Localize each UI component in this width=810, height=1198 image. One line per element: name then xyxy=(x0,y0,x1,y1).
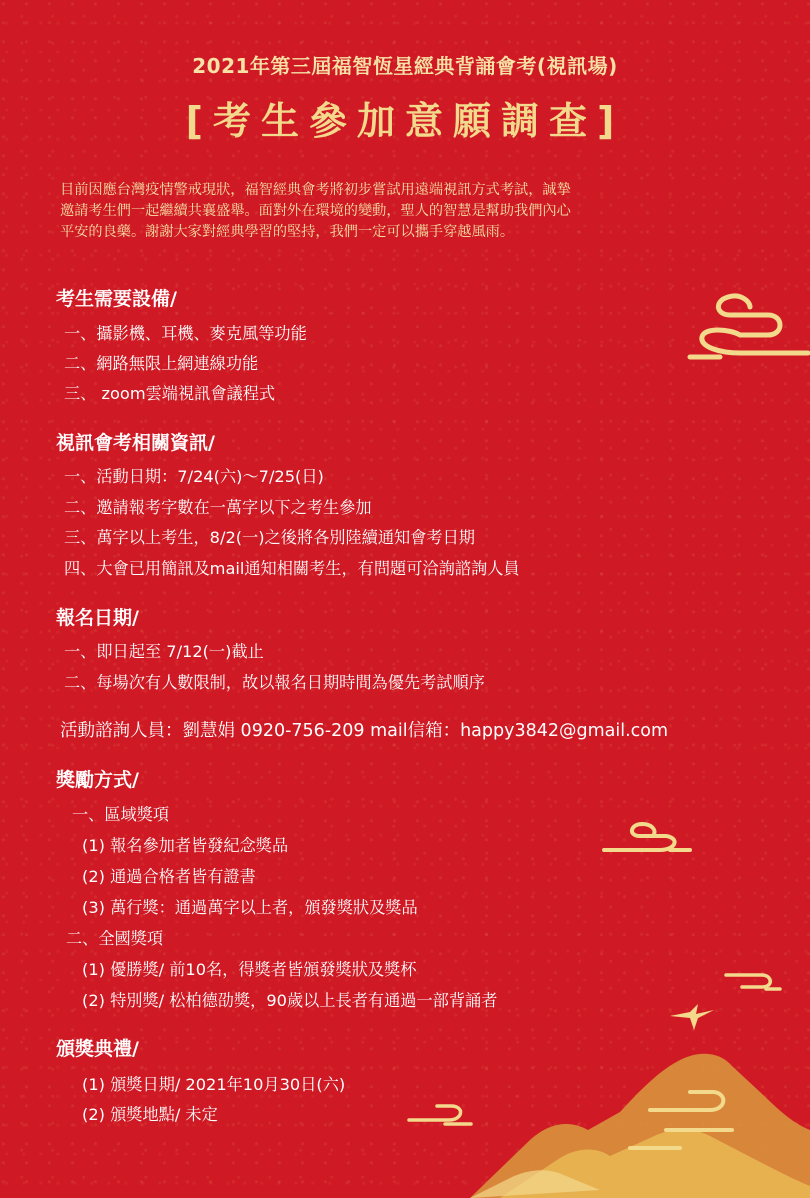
regional-award-item: (3) 萬行獎：通過萬字以上者，頒發獎狀及獎品 xyxy=(82,898,418,917)
regional-awards-label: 一、區域獎項 xyxy=(72,805,170,824)
ceremony-heading: 頒獎典禮/ xyxy=(56,1038,139,1060)
national-awards-label: 二、全國獎項 xyxy=(66,929,164,948)
intro-paragraph xyxy=(60,180,750,243)
regional-award-item: (1) 報名參加者皆發紀念獎品 xyxy=(82,836,289,855)
regional-award-item: (2) 通過合格者皆有證書 xyxy=(82,867,256,886)
equipment-item: 一、攝影機、耳機、麥克風等功能 xyxy=(64,324,307,343)
awards-heading: 獎勵方式/ xyxy=(56,769,139,791)
cloud-decoration-icon xyxy=(722,965,782,995)
national-award-item: (1) 優勝獎/ 前10名，得獎者皆頒發獎狀及獎杯 xyxy=(82,960,417,979)
ceremony-item: (2) 頒獎地點/ 未定 xyxy=(82,1105,218,1124)
cloud-decoration-icon xyxy=(600,818,695,858)
equipment-heading: 考生需要設備/ xyxy=(56,288,177,310)
exam-info-item: 四、大會已用簡訊及mail通知相關考生，有問題可洽詢諮詢人員 xyxy=(64,559,520,578)
registration-heading: 報名日期/ xyxy=(56,607,139,629)
mountains-decoration-icon xyxy=(470,1030,810,1198)
survey-title: [考生參加意願調查] xyxy=(185,99,625,143)
crane-icon xyxy=(668,1002,716,1032)
cloud-decoration-icon xyxy=(405,1098,475,1128)
equipment-item: 二、網路無限上網連線功能 xyxy=(64,354,259,373)
registration-item: 二、每場次有人數限制，故以報名日期時間為優先考試順序 xyxy=(64,673,485,692)
national-award-item: (2) 特別獎/ 松柏德劭獎，90歲以上長者有通過一部背誦者 xyxy=(82,991,498,1010)
exam-info-item: 三、萬字以上考生，8/2(一)之後將各別陸續通知會考日期 xyxy=(64,528,475,547)
cloud-decoration-icon xyxy=(680,285,810,365)
contact-info: 活動諮詢人員：劉慧娟 0920-756-209 mail信箱：happy3842@gmail.com xyxy=(60,721,669,741)
event-subtitle: 2021年第三屆福智恆星經典背誦會考(視訊場) xyxy=(192,54,618,78)
registration-item: 一、即日起至 7/12(一)截止 xyxy=(64,642,264,661)
equipment-item: 三、 zoom雲端視訊會議程式 xyxy=(64,384,276,403)
exam-info-heading: 視訊會考相關資訊/ xyxy=(56,432,215,454)
intro-line: 平安的良藥。謝謝大家對經典學習的堅持，我們一定可以攜手穿越風雨。 xyxy=(60,224,515,240)
intro-line: 目前因應台灣疫情警戒現狀，福智經典會考將初步嘗試用遠端視訊方式考試，誠摯 xyxy=(60,182,571,198)
exam-info-item: 二、邀請報考字數在一萬字以下之考生參加 xyxy=(64,498,372,517)
ceremony-item: (1) 頒獎日期/ 2021年10月30日(六) xyxy=(82,1075,346,1094)
intro-line: 邀請考生們一起繼續共襄盛舉。面對外在環境的變動，聖人的智慧是幫助我們內心 xyxy=(60,203,571,219)
exam-info-item: 一、活動日期：7/24(六)～7/25(日) xyxy=(64,467,324,486)
